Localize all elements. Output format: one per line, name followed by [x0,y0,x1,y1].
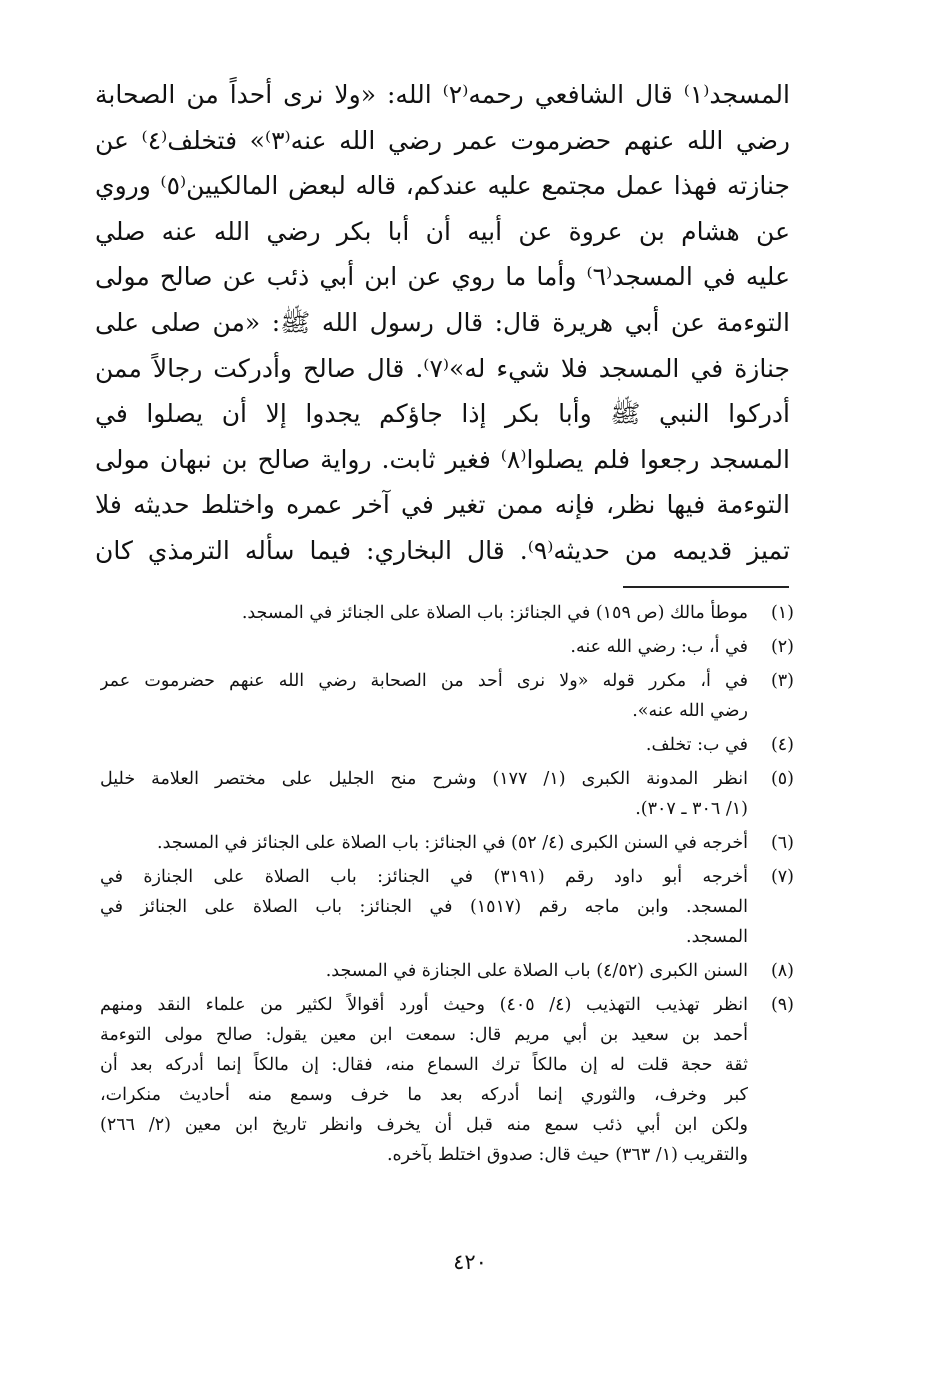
footnote-number: (٩) [770,995,794,1015]
footnote-number: (٨) [770,961,794,981]
footnote-line: أحمد بن سعيد بن أبي مريم قال: سمعت ابن معين يقول: صالح مولى التوءمة [100,1025,748,1045]
main-text-line: التوءمة فيها نظر، فإنه ممن تغير في آخر عمره واختلط حديثه فلا [95,490,790,520]
main-text-line: جنازة في المسجد فلا شيء له»⁽٧⁾. قال صالح وأدركت رجالاً ممن [95,353,790,383]
footnotes [100,598,794,1174]
footnote-line: انظر المدونة الكبرى (١/ ١٧٧) وشرح منح الجليل على مختصر العلامة خليل [100,769,748,789]
footnote [100,730,794,760]
footnote [100,598,794,628]
footnote-separator [623,586,789,588]
main-text-line: المسجد رجعوا فلم يصلوا⁽٨⁾ فغير ثابت. رواية صالح بن نبهان مولى [95,444,790,474]
footnote-number: (٤) [770,735,794,755]
main-text-line: عن هشام بن عروة عن أبيه أن أبا بكر رضي الله عنه صلي [95,216,790,246]
main-text-line: المسجد⁽١⁾ قال الشافعي رحمه⁽٢⁾ الله: «ولا نرى أحداً من الصحابة [95,80,790,109]
footnote-number: (٥) [770,769,794,789]
page-number: ٤٢٠ [453,1250,487,1274]
footnote-line: في ب: تخلف. [645,735,748,755]
main-text-line: تميز قديمه من حديثه⁽٩⁾. قال البخاري: فيما سأله الترمذي كان [95,535,790,565]
footnote-number: (٣) [770,671,794,691]
footnote-line: ولكن ابن أبي ذئب سمع منه قبل أن يخرف وانظر تاريخ ابن معين (٢/ ٢٦٦) [100,1115,748,1135]
footnote-number: (٢) [770,637,794,657]
footnote [100,990,794,1170]
footnote-number: (٦) [770,833,794,853]
footnote-line: رضي الله عنه». [632,701,748,721]
footnote-line: في أ، ب: رضي الله عنه. [570,637,748,657]
footnote [100,632,794,662]
main-text-line: التوءمة عن أبي هريرة قال: قال رسول الله ﷺ: «من صلى على [95,307,790,337]
footnote-line: أخرجه في السنن الكبرى (٤/ ٥٢) في الجنائز: باب الصلاة على الجنائز في المسجد. [157,833,748,853]
footnote-number: (١) [770,603,794,623]
footnote-line: في أ، مكرر قوله «ولا نرى أحد من الصحابة رضي الله عنهم حضرموت عمر [100,671,748,691]
main-text [95,72,790,574]
main-text-line: رضي الله عنهم حضرموت عمر رضي الله عنه⁽٣⁾» فتخلف⁽٤⁾ عن [95,125,790,155]
footnote-line: (١/ ٣٠٦ ـ ٣٠٧). [635,799,748,819]
footnote-line: انظر تهذيب التهذيب (٤/ ٤٠٥) وحيث أورد أقوالاً لكثير من علماء النقد ومنهم [100,995,748,1015]
footnote [100,764,794,824]
footnote-line: المسجد. [686,927,748,947]
footnote-line: موطأ مالك (ص ١٥٩) في الجنائز: باب الصلاة على الجنائز في المسجد. [241,603,748,623]
footnote [100,828,794,858]
footnote-line: ثقة حجة قلت له إن مالكاً ترك السماع منه، فقال: إن مالكاً إنما أدركه بعد أن [100,1055,748,1075]
footnote-line: السنن الكبرى (٤/٥٢) باب الصلاة على الجنازة في المسجد. [325,961,748,981]
footnote-line: أخرجه أبو داود رقم (٣١٩١) في الجنائز: باب الصلاة على الجنازة في [100,867,748,887]
footnote-line: والتقريب (١/ ٣٦٣) حيث قال: صدوق اختلط بآخره. [386,1145,748,1165]
footnote [100,862,794,952]
footnote [100,666,794,726]
main-text-line: جنازته فهذا عمل مجتمع عليه عندكم، قاله لبعض المالكيين⁽٥⁾ وروي [95,171,790,201]
footnote [100,956,794,986]
main-text-line: أدركوا النبي ﷺ وأبا بكر إذا جاؤكم يجدوا إلا أن يصلوا في [95,399,790,429]
footnote-line: كبر وخرف، والثوري إنما أدركه بعد ما خرف وسمع منه أحاديث منكرات، [100,1085,748,1105]
footnote-number: (٧) [770,867,794,887]
main-text-line: عليه في المسجد⁽٦⁾ وأما ما روي عن ابن أبي ذئب عن صالح مولى [95,262,790,292]
footnote-line: المسجد. وابن ماجه رقم (١٥١٧) في الجنائز: باب الصلاة على الجنائز في [100,897,748,917]
